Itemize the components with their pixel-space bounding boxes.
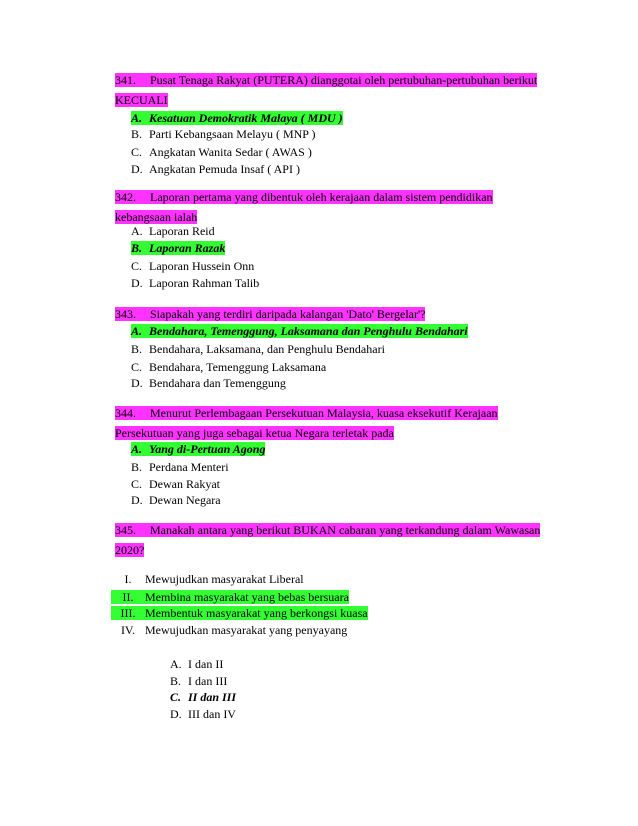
option-b: B. Bendahara, Laksamana, dan Penghulu Bendahari [131, 342, 385, 356]
option-a: A. Laporan Reid [131, 224, 215, 238]
question-text: Siapakah yang terdiri daripada kalangan 'Dato' Bergelar'? [150, 307, 426, 321]
question-text: Menurut Perlembagaan Persekutuan Malaysia, kuasa eksekutif Kerajaan [150, 406, 498, 420]
statement-iii: III. Membentuk masyarakat yang berkongsi kuasa [111, 604, 368, 623]
option-d: D. Dewan Negara [131, 493, 221, 507]
option-c: C. Dewan Rakyat [131, 477, 220, 491]
option-a: A. Bendahara, Temenggung, Laksamana dan Penghulu Bendahari [131, 324, 468, 338]
option-b: B. Perdana Menteri [131, 460, 229, 474]
option-d: D. Laporan Rahman Talib [131, 276, 260, 290]
question-344-stem [115, 403, 561, 443]
option-b: B. Laporan Razak [131, 241, 226, 255]
question-text: Pusat Tenaga Rakyat (PUTERA) dianggotai oleh pertubuhan-pertubuhan berikut [150, 73, 538, 87]
question-number: 345. [115, 523, 136, 537]
statement-i: I. Mewujudkan masyarakat Liberal [124, 572, 304, 586]
option-c: C. II dan III [170, 690, 237, 704]
question-345-stem [115, 520, 561, 560]
option-c: C. Bendahara, Temenggung Laksamana [131, 360, 327, 374]
question-341-stem [115, 70, 561, 110]
question-text-continued: kebangsaan ialah [115, 210, 198, 224]
statement-ii: II. Membina masyarakat yang bebas bersuara [111, 588, 349, 607]
option-b: B. Parti Kebangsaan Melayu ( MNP ) [131, 127, 316, 141]
question-text: Laporan pertama yang dibentuk oleh kerajaan dalam sistem pendidikan [150, 190, 493, 204]
option-a: A. Yang di-Pertuan Agong [131, 442, 266, 456]
question-number: 342. [115, 190, 136, 204]
question-number: 344. [115, 406, 136, 420]
question-text-continued: KECUALI [115, 93, 168, 107]
option-c: C. Laporan Hussein Onn [131, 259, 255, 273]
option-a: A. I dan II [170, 657, 224, 671]
option-a: A. Kesatuan Demokratik Malaya ( MDU ) [131, 111, 343, 125]
question-text-continued: Persekutuan yang juga sebagai ketua Negara terletak pada [115, 426, 394, 440]
option-b: B. I dan III [170, 674, 228, 688]
question-number: 341. [115, 73, 136, 87]
option-c: C. Angkatan Wanita Sedar ( AWAS ) [131, 145, 312, 159]
statement-iv: IV. Mewujudkan masyarakat yang penyayang [120, 623, 348, 637]
question-number: 343. [115, 307, 136, 321]
option-d: D. Angkatan Pemuda Insaf ( API ) [131, 162, 300, 176]
option-d: D. Bendahara dan Temenggung [131, 376, 286, 390]
option-d: D. III dan IV [170, 707, 236, 721]
question-text: Manakah antara yang berikut BUKAN cabaran yang terkandung dalam Wawasan [150, 523, 541, 537]
question-text-continued: 2020? [115, 543, 145, 557]
